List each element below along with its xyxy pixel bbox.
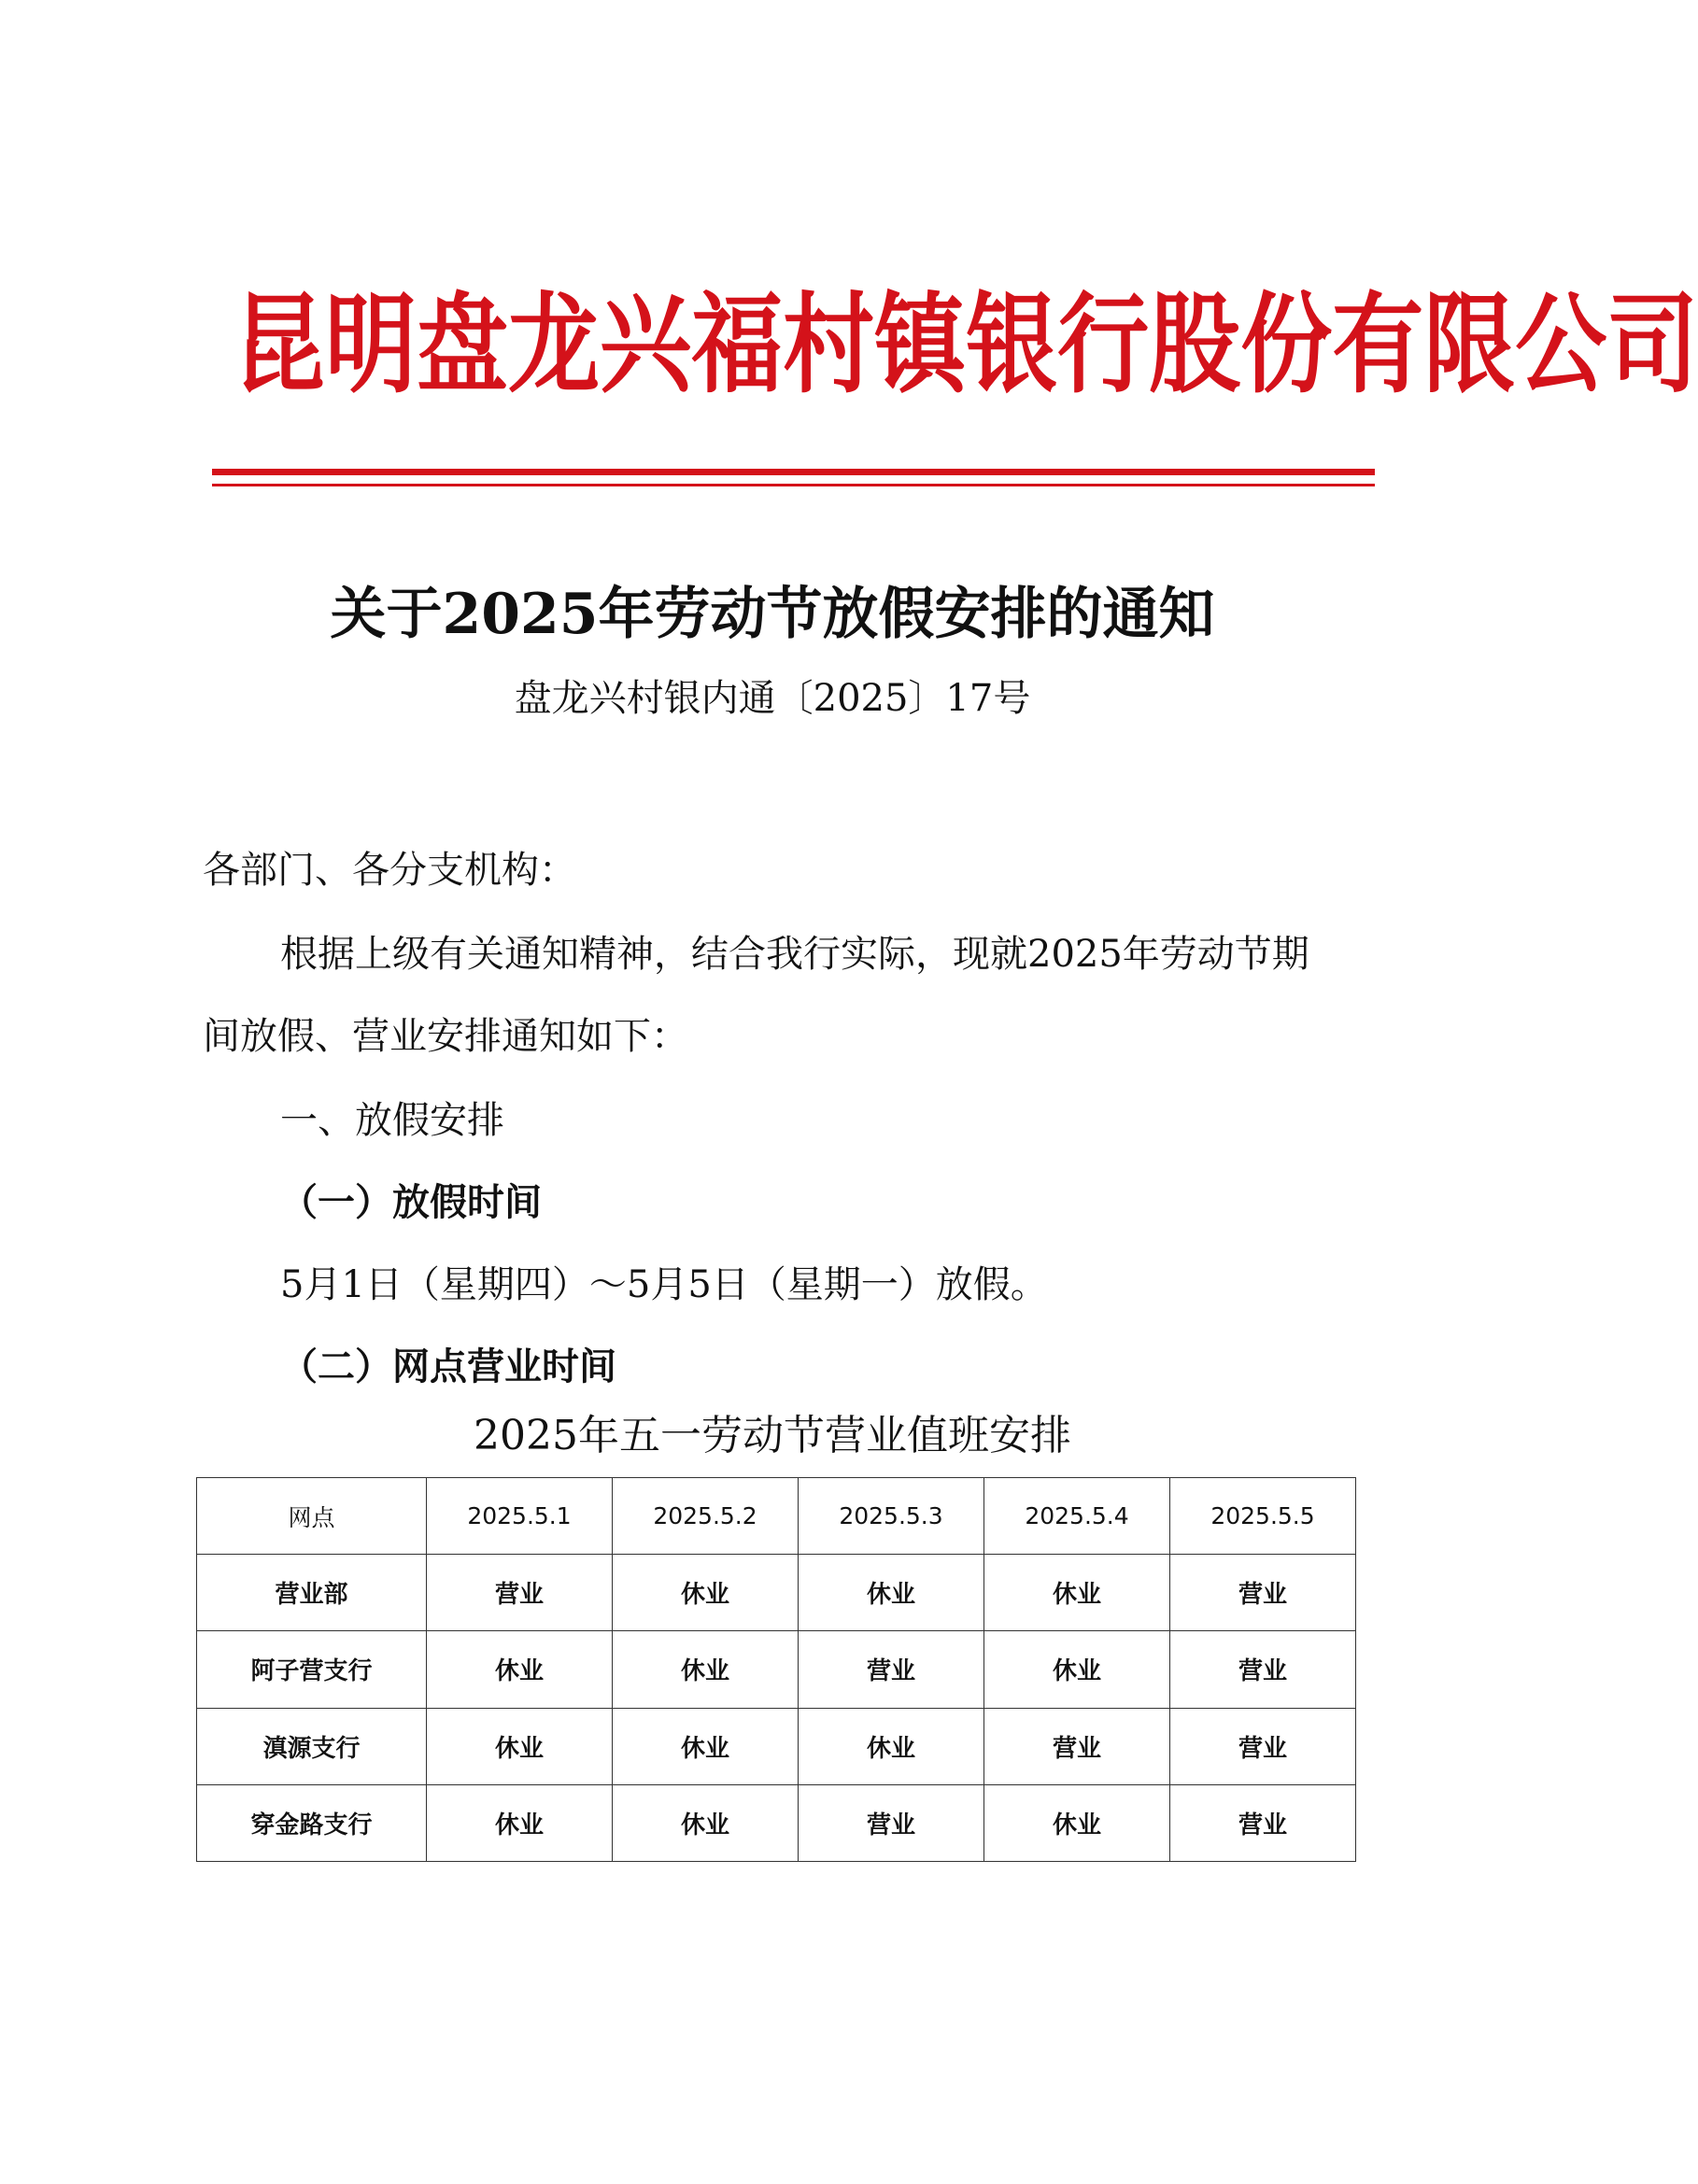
- document-number: 盘龙兴村银内通〔2025〕17号: [514, 677, 1031, 720]
- status-cell: 休业: [799, 1555, 984, 1631]
- masthead-char: 明: [325, 282, 417, 409]
- masthead-char: 福: [691, 282, 784, 409]
- header-cell: 2025.5.3: [799, 1478, 984, 1555]
- status-cell: 休业: [613, 1784, 799, 1861]
- masthead-char: 股: [1149, 282, 1241, 409]
- subsection-heading-2: （二）网点营业时间: [280, 1345, 616, 1388]
- status-cell: 休业: [427, 1631, 613, 1708]
- branch-name: 阿子营支行: [197, 1631, 427, 1708]
- status-cell: 休业: [613, 1555, 799, 1631]
- status-cell: 营业: [427, 1555, 613, 1631]
- intro-line-1: 根据上级有关通知精神，结合我行实际，现就2025年劳动节期: [280, 933, 1309, 976]
- org-masthead: [233, 280, 1698, 411]
- branch-name: 滇源支行: [197, 1708, 427, 1784]
- header-cell: 2025.5.4: [984, 1478, 1170, 1555]
- status-cell: 营业: [1170, 1555, 1356, 1631]
- schedule-caption: 2025年五一劳动节营业值班安排: [474, 1412, 1071, 1459]
- masthead-rule-thick: [212, 469, 1375, 475]
- subsection-heading-1: （一）放假时间: [280, 1180, 542, 1224]
- status-cell: 休业: [427, 1708, 613, 1784]
- salutation: 各部门、各分支机构：: [203, 849, 576, 892]
- table-row: [197, 1708, 1356, 1784]
- masthead-char: 有: [1332, 282, 1424, 409]
- intro-line-2: 间放假、营业安排通知如下：: [203, 1015, 688, 1058]
- masthead-char: 龙: [508, 282, 601, 409]
- status-cell: 休业: [613, 1631, 799, 1708]
- branch-name: 穿金路支行: [197, 1784, 427, 1861]
- status-cell: 营业: [1170, 1631, 1356, 1708]
- status-cell: 休业: [427, 1784, 613, 1861]
- status-cell: 休业: [984, 1784, 1170, 1861]
- masthead-char: 银: [966, 282, 1058, 409]
- branch-name: 营业部: [197, 1555, 427, 1631]
- header-cell: 网点: [197, 1478, 427, 1555]
- header-cell: 2025.5.5: [1170, 1478, 1356, 1555]
- status-cell: 营业: [984, 1708, 1170, 1784]
- header-cell: 2025.5.2: [613, 1478, 799, 1555]
- header-cell: 2025.5.1: [427, 1478, 613, 1555]
- masthead-char: 份: [1240, 282, 1333, 409]
- masthead-char: 司: [1606, 282, 1698, 409]
- table-row: [197, 1784, 1356, 1861]
- schedule-table: [196, 1477, 1356, 1862]
- masthead-rule-thin: [212, 484, 1375, 486]
- status-cell: 休业: [984, 1631, 1170, 1708]
- table-row: [197, 1631, 1356, 1708]
- status-cell: 营业: [1170, 1708, 1356, 1784]
- status-cell: 营业: [799, 1784, 984, 1861]
- status-cell: 休业: [799, 1708, 984, 1784]
- section-heading-1: 一、放假安排: [280, 1099, 504, 1142]
- masthead-char: 限: [1423, 282, 1516, 409]
- status-cell: 营业: [1170, 1784, 1356, 1861]
- masthead-char: 村: [783, 282, 875, 409]
- status-cell: 休业: [984, 1555, 1170, 1631]
- table-header-row: [197, 1478, 1356, 1555]
- masthead-char: 兴: [600, 282, 692, 409]
- masthead-char: 镇: [874, 282, 967, 409]
- holiday-period-text: 5月1日（星期四）～5月5日（星期一）放假。: [280, 1263, 1048, 1306]
- document-title: 关于2025年劳动节放假安排的通知: [330, 582, 1215, 647]
- masthead-char: 行: [1057, 282, 1150, 409]
- table-row: [197, 1555, 1356, 1631]
- status-cell: 营业: [799, 1631, 984, 1708]
- status-cell: 休业: [613, 1708, 799, 1784]
- masthead-char: 昆: [233, 282, 326, 409]
- masthead-char: 盘: [417, 282, 509, 409]
- masthead-char: 公: [1515, 282, 1607, 409]
